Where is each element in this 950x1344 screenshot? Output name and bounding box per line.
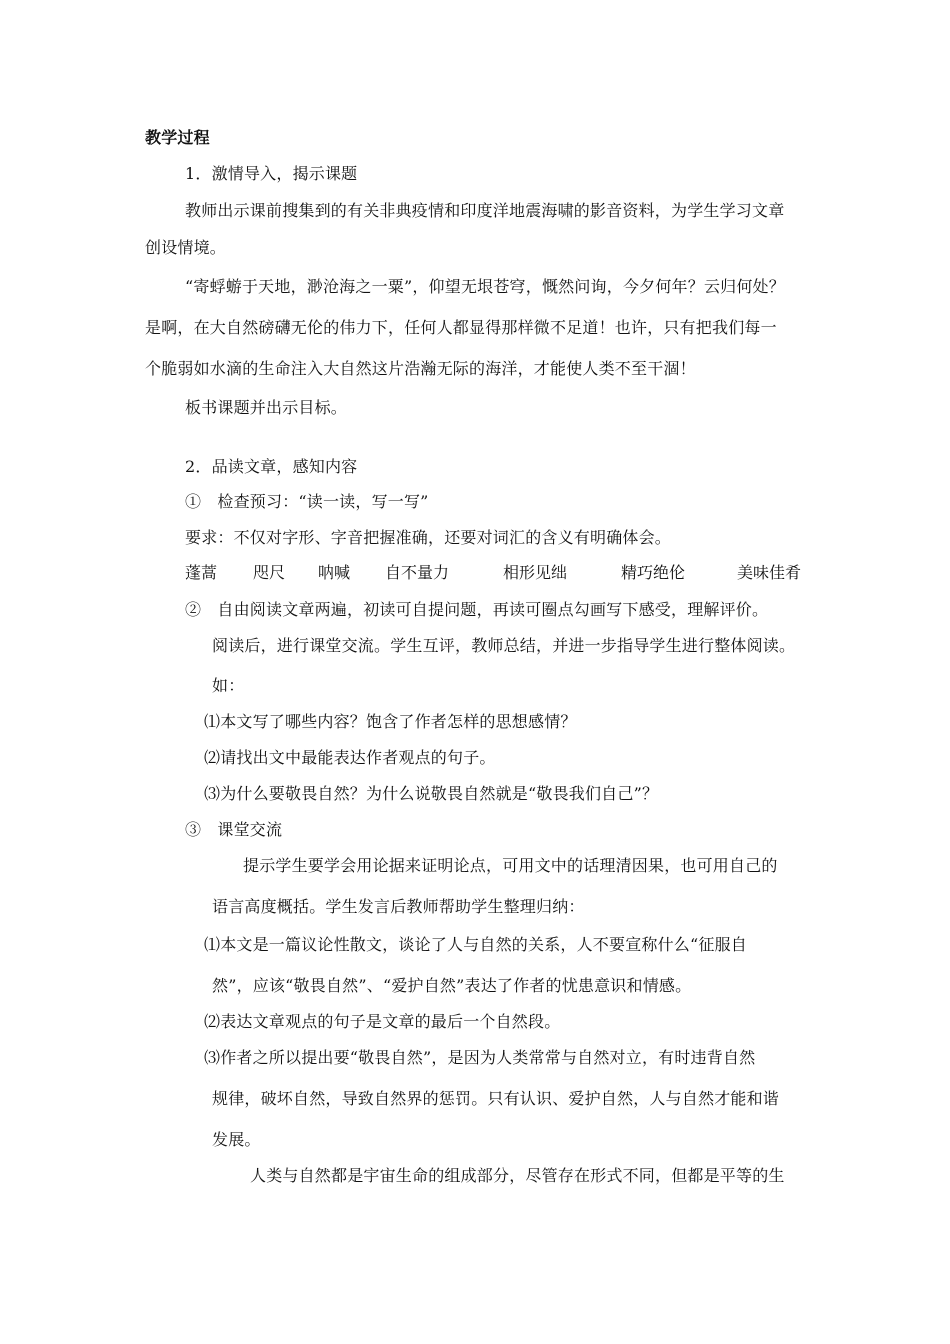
paragraph-line: 人类与自然都是宇宙生命的组成部分，尽管存在形式不同，但都是平等的生 <box>250 1166 785 1185</box>
paragraph-line: 发展。 <box>212 1130 261 1149</box>
question-item: ⑶为什么要敬畏自然？为什么说敬畏自然就是“敬畏我们自己”？ <box>204 784 659 803</box>
list-item: ③ 课堂交流 <box>185 820 283 839</box>
vocab-word: 精巧绝伦 <box>621 563 686 582</box>
paragraph-line: 是啊，在大自然磅礴无伦的伟力下，任何人都显得那样微不足道！也许，只有把我们每一 <box>145 318 777 337</box>
paragraph-line: 语言高度概括。学生发言后教师帮助学生整理归纳： <box>212 897 585 916</box>
question-item: ⑵请找出文中最能表达作者观点的句子。 <box>204 748 496 767</box>
vocab-word: 蓬蒿 <box>185 563 218 582</box>
answer-item: ⑴本文是一篇议论性散文，谈论了人与自然的关系，人不要宣称什么“征服自 <box>204 935 747 954</box>
vocab-word: 相形见绌 <box>503 563 568 582</box>
step1-heading: 1．激情导入，揭示课题 <box>185 164 358 183</box>
paragraph-line: 阅读后，进行课堂交流。学生互评，教师总结，并进一步指导学生进行整体阅读。 <box>212 636 796 655</box>
vocab-list <box>185 563 825 585</box>
section-title: 教学过程 <box>145 128 210 147</box>
answer-item: ⑶作者之所以提出要“敬畏自然”，是因为人类常常与自然对立，有时违背自然 <box>204 1048 756 1067</box>
paragraph-line: 创设情境。 <box>145 238 227 257</box>
paragraph-line: 个脆弱如水滴的生命注入大自然这片浩瀚无际的海洋，才能使人类不至干涸！ <box>145 359 696 378</box>
paragraph-line: “寄蜉蝣于天地，渺沧海之一粟”，仰望无垠苍穹，慨然问询，今夕何年？云归何处？ <box>185 277 785 296</box>
vocab-word: 美味佳肴 <box>737 563 802 582</box>
paragraph-line: 如： <box>212 676 245 695</box>
paragraph-line: 然”，应该“敬畏自然”、“爱护自然”表达了作者的忧患意识和情感。 <box>212 976 692 995</box>
requirement-text: 要求：不仅对字形、字音把握准确，还要对词汇的含义有明确体会。 <box>185 528 672 547</box>
step2-heading: 2．品读文章，感知内容 <box>185 457 358 476</box>
paragraph-line: 规律，破坏自然，导致自然界的惩罚。只有认识、爱护自然，人与自然才能和谐 <box>212 1089 780 1108</box>
paragraph-line: 板书课题并出示目标。 <box>185 398 348 417</box>
paragraph-line: 教师出示课前搜集到的有关非典疫情和印度洋地震海啸的影音资料，为学生学习文章 <box>185 201 785 220</box>
paragraph-line: 提示学生要学会用论据来证明论点，可用文中的话理清因果，也可用自己的 <box>243 856 778 875</box>
vocab-word: 呐喊 <box>318 563 351 582</box>
list-item: ① 检查预习：“读一读，写一写” <box>185 492 429 511</box>
answer-item: ⑵表达文章观点的句子是文章的最后一个自然段。 <box>204 1012 561 1031</box>
question-item: ⑴本文写了哪些内容？饱含了作者怎样的思想感情？ <box>204 712 577 731</box>
vocab-word: 咫尺 <box>253 563 286 582</box>
vocab-word: 自不量力 <box>385 563 450 582</box>
list-item: ② 自由阅读文章两遍，初读可自提问题，再读可圈点勾画写下感受，理解评价。 <box>185 600 769 619</box>
